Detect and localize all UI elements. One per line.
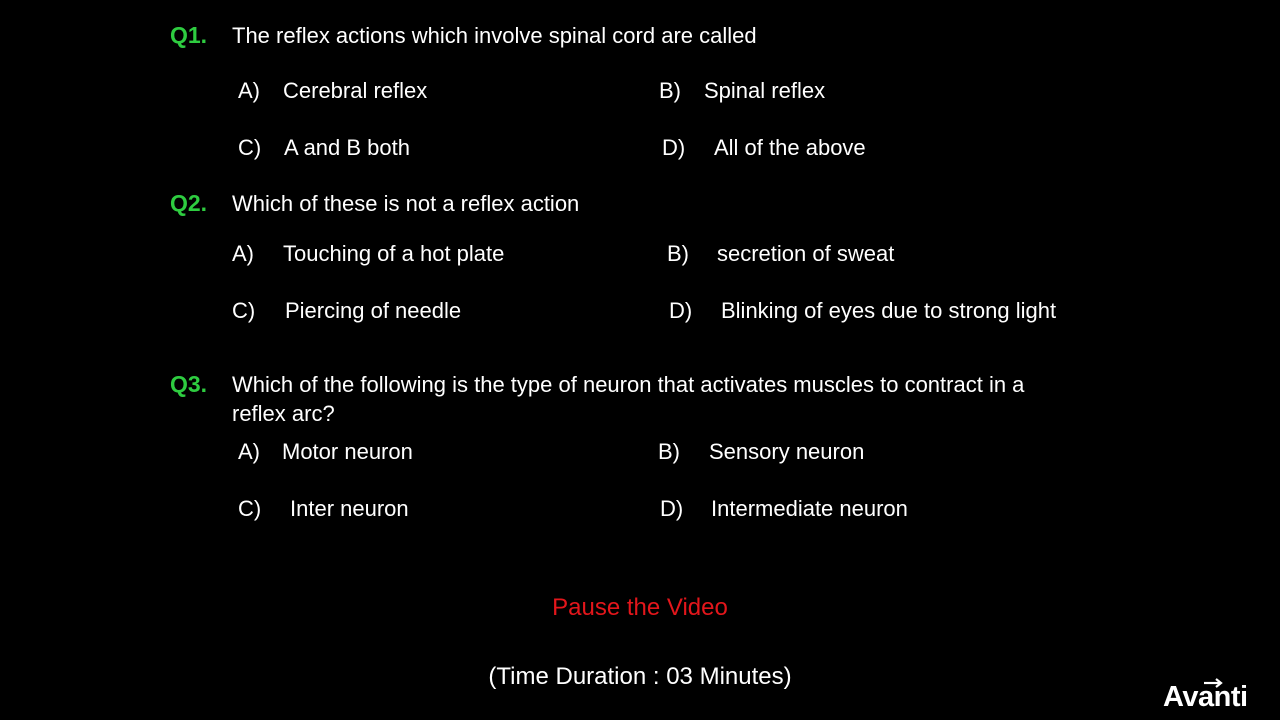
question-2-option-a: [232, 240, 504, 268]
question-1-option-d: [662, 134, 866, 162]
option-letter: A): [238, 439, 260, 464]
option-text: Piercing of needle: [285, 298, 462, 323]
option-text: Cerebral reflex: [283, 78, 428, 103]
question-2-option-d: [669, 297, 1056, 325]
option-text: Touching of a hot plate: [283, 241, 505, 266]
question-2-text: Which of these is not a reflex action: [232, 191, 580, 216]
option-letter: C): [238, 135, 262, 160]
question-2-number: Q2.: [170, 190, 208, 216]
option-letter: B): [658, 439, 680, 464]
question-1-option-a: [238, 77, 427, 105]
option-text: Intermediate neuron: [711, 496, 908, 521]
option-text: Inter neuron: [290, 496, 409, 521]
option-text: Spinal reflex: [704, 78, 826, 103]
option-letter: B): [659, 78, 681, 103]
logo-arrow-icon: [1203, 678, 1225, 688]
option-text: Motor neuron: [282, 439, 413, 464]
question-1-number: Q1.: [170, 22, 208, 48]
logo-wordmark: Avanti: [1163, 681, 1248, 713]
option-text: All of the above: [714, 135, 866, 160]
question-3-option-a: [238, 438, 413, 466]
option-letter: D): [669, 298, 693, 323]
question-1-option-c: [238, 134, 410, 162]
option-text: A and B both: [284, 135, 410, 160]
question-3-option-d: [660, 495, 908, 523]
option-letter: D): [660, 496, 684, 521]
option-letter: C): [232, 298, 256, 323]
question-3-text-line-2: reflex arc?: [232, 401, 335, 426]
option-letter: C): [238, 496, 262, 521]
time-duration: (Time Duration : 03 Minutes): [488, 663, 792, 690]
option-letter: A): [232, 241, 254, 266]
option-text: Blinking of eyes due to strong light: [721, 298, 1057, 323]
pause-instruction: Pause the Video: [552, 594, 728, 621]
question-3-text-line-1: Which of the following is the type of neuron that activates muscles to contract in a: [232, 372, 1025, 397]
option-text: secretion of sweat: [717, 241, 895, 266]
option-letter: B): [667, 241, 689, 266]
question-3-option-b: [658, 438, 864, 466]
question-3-number: Q3.: [170, 371, 208, 397]
option-letter: A): [238, 78, 260, 103]
question-3-option-c: [238, 495, 409, 523]
question-2-option-c: [232, 297, 461, 325]
question-1-option-b: [659, 77, 825, 105]
option-letter: D): [662, 135, 686, 160]
question-1-text: The reflex actions which involve spinal cord are called: [232, 23, 757, 48]
question-2-option-b: [667, 240, 894, 268]
option-text: Sensory neuron: [709, 439, 865, 464]
avanti-logo: [1163, 676, 1273, 716]
